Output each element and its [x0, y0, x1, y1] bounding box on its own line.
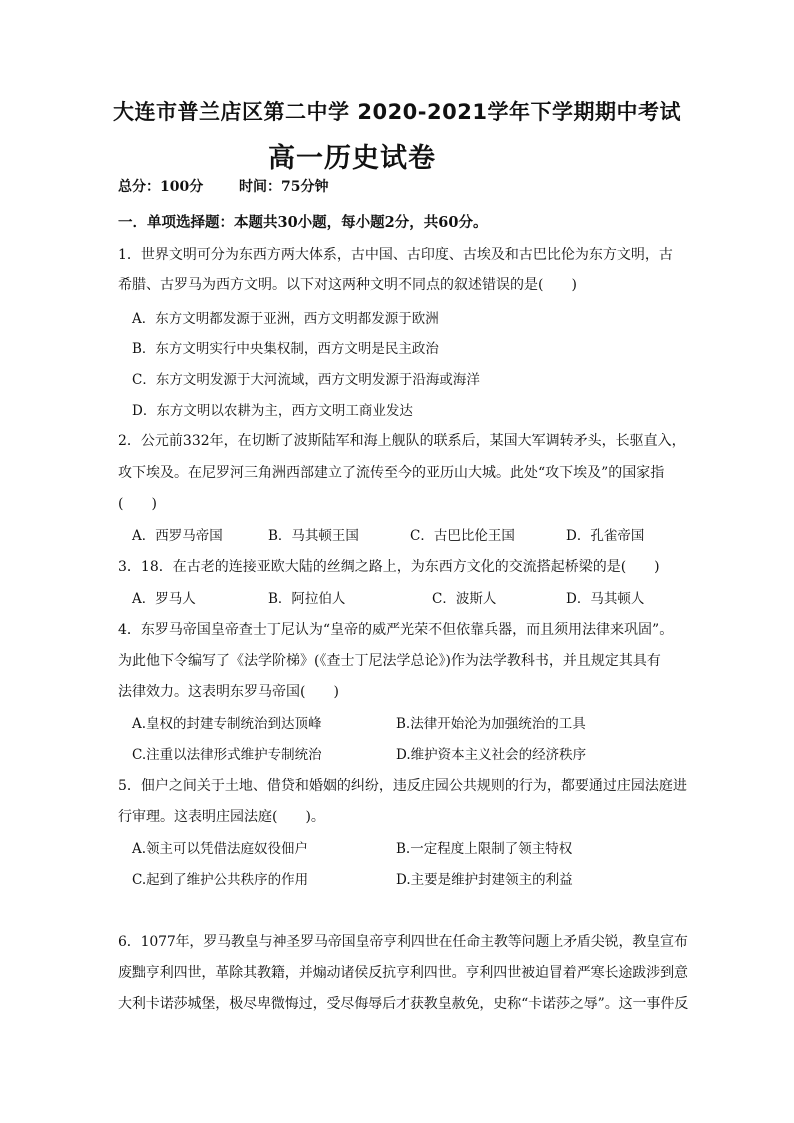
question-4-option-b: B.法律开始沦为加强统治的工具 — [396, 716, 586, 732]
question-1-line-2: 希腊、古罗马为西方文明。以下对这两种文明不同点的叙述错误的是( ) — [118, 277, 577, 293]
question-4-option-d: D.维护资本主义社会的经济秩序 — [396, 747, 587, 763]
exam-header-title: 大连市普兰店区第二中学 2020-2021学年下学期期中考试 — [113, 100, 681, 124]
question-3-option-a: A．罗马人 — [132, 591, 196, 607]
question-6-line-1: 6．1077年，罗马教皇与神圣罗马帝国皇帝亨利四世在任命主教等问题上矛盾尖锐，教皇宣布 — [118, 934, 688, 950]
question-3-option-c: C．波斯人 — [432, 591, 497, 607]
question-3-line-1: 3．18．在古老的连接亚欧大陆的丝绸之路上，为东西方文化的交流搭起桥梁的是( ) — [118, 559, 660, 575]
exam-meta — [118, 176, 328, 196]
exam-time: 时间：75分钟 — [238, 179, 329, 195]
section-heading: 一．单项选择题：本题共30小题，每小题2分，共60分。 — [118, 214, 488, 231]
question-2-option-c: C．古巴比伦王国 — [410, 528, 515, 544]
question-2-option-a: A．西罗马帝国 — [132, 528, 223, 544]
question-6-line-3: 大利卡诺莎城堡，极尽卑微悔过，受尽侮辱后才获教皇赦免，史称“卡诺莎之辱”。这一事件反 — [118, 996, 689, 1012]
question-1-option-c: C．东方文明发源于大河流域，西方文明发源于沿海或海洋 — [132, 372, 480, 388]
question-5-option-c: C.起到了维护公共秩序的作用 — [132, 872, 309, 888]
question-2-line-3: ( ) — [118, 496, 157, 512]
question-3-option-d: D．马其顿人 — [566, 591, 645, 607]
question-2-line-2: 攻下埃及。在尼罗河三角洲西部建立了流传至今的亚历山大城。此处“攻下埃及”的国家指 — [118, 465, 665, 481]
question-2-option-b: B．马其顿王国 — [268, 528, 359, 544]
question-5-option-b: B.一定程度上限制了领主特权 — [396, 841, 573, 857]
exam-subtitle: 高一历史试卷 — [268, 143, 436, 174]
question-5-option-a: A.领主可以凭借法庭奴役佃户 — [132, 841, 309, 857]
question-4-line-1: 4．东罗马帝国皇帝查士丁尼认为“皇帝的威严光荣不但依靠兵器，而且须用法律来巩固”。 — [118, 622, 674, 638]
question-1-option-b: B．东方文明实行中央集权制，西方文明是民主政治 — [132, 341, 439, 357]
question-4-option-a: A.皇权的封建专制统治到达顶峰 — [132, 716, 322, 732]
question-2-line-1: 2．公元前332年，在切断了波斯陆军和海上舰队的联系后，某国大军调转矛头，长驱直入， — [118, 433, 686, 449]
question-5-line-1: 5．佃户之间关于土地、借贷和婚姻的纠纷，违反庄园公共规则的行为，都要通过庄园法庭进 — [118, 778, 687, 794]
question-4-option-c: C.注重以法律形式维护专制统治 — [132, 747, 322, 763]
question-6-line-2: 废黜亨利四世，革除其教籍，并煽动诸侯反抗亨利四世。亨利四世被迫冒着严寒长途跋涉到意 — [118, 965, 688, 981]
question-1-option-a: A．东方文明都发源于亚洲，西方文明都发源于欧洲 — [132, 311, 439, 327]
question-5-option-d: D.主要是维护封建领主的利益 — [396, 872, 573, 888]
total-score: 总分：100分 — [118, 179, 204, 195]
question-1-option-d: D．东方文明以农耕为主，西方文明工商业发达 — [132, 403, 413, 419]
question-5-line-2: 行审理。这表明庄园法庭( )。 — [118, 809, 325, 825]
question-1-line-1: 1．世界文明可分为东西方两大体系，古中国、古印度、古埃及和古巴比伦为东方文明，古 — [118, 247, 673, 263]
question-4-line-2: 为此他下令编写了《法学阶梯》(《查士丁尼法学总论》)作为法学教科书，并且规定其具有 — [118, 653, 661, 669]
question-2-option-d: D．孔雀帝国 — [566, 528, 645, 544]
question-4-line-3: 法律效力。这表明东罗马帝国( ) — [118, 684, 339, 700]
question-3-option-b: B．阿拉伯人 — [268, 591, 346, 607]
